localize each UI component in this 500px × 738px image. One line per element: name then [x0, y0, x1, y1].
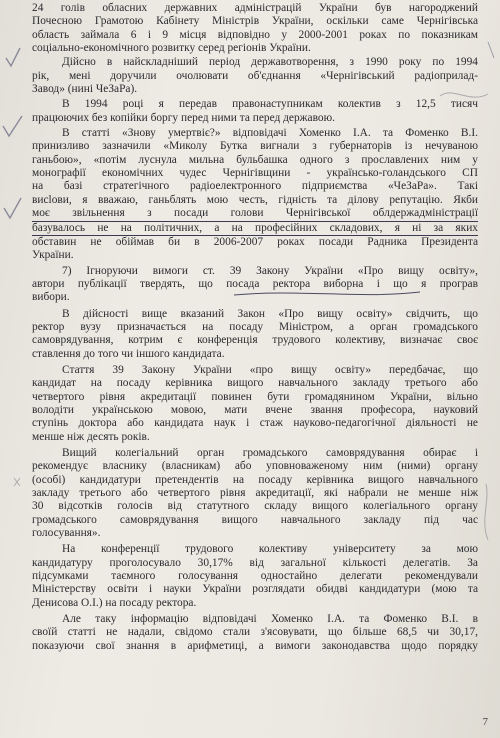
text-line: Але таку інформацію відповідачі Хоменко І.А. та Фоменко В.І. в: [62, 613, 478, 626]
text-line: ректор вузу призначається на посаду Міністром, а орган громадського: [32, 320, 478, 333]
text-line: Дійсно в найскладніший період державотворення, з 1990 року по 1994: [62, 56, 478, 69]
document-body: [32, 2, 478, 654]
text-line: Міністерству освіти і науки України розглядати обидві кандидатури (мою та: [32, 583, 478, 596]
text-line: рекомендує власнику (власникам) або уповноваженому ним (ними) органу: [32, 460, 478, 473]
text-line: кандидат на посаду керівника вищого навчального закладу третього або: [32, 377, 478, 390]
paragraph: [32, 447, 478, 540]
pencil-stroke: [485, 484, 488, 540]
text-line underlined: працюючих без копійки боргу перед ними та перед державою.: [32, 111, 335, 124]
text-line: громадського самоврядування вищого навчального закладу під час: [32, 513, 478, 526]
text-line: (особі) кандидатури претендентів на посаду керівника вищого навчального: [32, 473, 478, 486]
text-line: Вищий колегіальний орган громадського самоврядування обирає і: [62, 447, 478, 459]
text-line: ставлення до того чи іншого кандидата.: [32, 347, 225, 360]
paragraph: [32, 265, 478, 305]
text-line: своїй статті не надали, свідомо стали з'ясовувати, що більше 68,5 чи 30,17,: [32, 626, 478, 639]
text-line: показуючи свої знання в арифметиці, а вимоги законодавства щодо порядку: [32, 639, 478, 652]
text-line: голосування».: [32, 527, 101, 540]
text-line: 7) Ігноруючи вимоги ст. 39 Закону України «Про вищу освіту»,: [62, 264, 478, 277]
paragraph: [32, 613, 478, 653]
text-line: менше ніж десять років.: [32, 430, 150, 443]
text-line: закладу третього або четвертого рівня акредитації, які набрали не менше ніж: [32, 487, 478, 500]
text-line: висlови, я вважаю, ганьблять мою честь, гідність та ділову репутацію. Якби: [32, 193, 478, 206]
paragraph: [32, 2, 478, 55]
checkmark-icon: [3, 116, 22, 136]
text-line: Стаття 39 Закону України «про вищу освіту» передбачає, що: [62, 363, 478, 376]
paragraph: [32, 127, 478, 262]
paragraph: [32, 364, 478, 444]
text-line: 24 голів обласних державних адміністрацій України був нагороджений: [32, 2, 478, 14]
text-line: На конференції трудового колективу університету за мою: [62, 543, 478, 556]
paragraph: [32, 98, 478, 125]
text-line: монографії економічних чудес Чернігівщини - українсько-голандського СП: [32, 167, 478, 180]
text-line: підсумками таємного голосування одностайно делегати рекомендували: [32, 570, 478, 583]
text-line: рік, мені доручили очолювати об'єднання «Чернігівський радіоприлад-: [32, 69, 478, 82]
text-line: Завод» (нині ЧеЗаРа).: [32, 83, 138, 96]
text-line: 30 відсотків голосів від статутного складу вищого колегіального органу: [32, 500, 478, 513]
text-line: принизливо зазначили «Миколу Бутка вигнали з губернаторів із нечуваною: [32, 140, 478, 153]
text-line: автори публікації твердять, що посада ректора виборна і що я програв: [32, 277, 478, 290]
text-line: самоврядування, котрим є конференція трудового колективу, визначає своє: [32, 334, 478, 347]
paragraph: [32, 56, 478, 96]
text-line: В 1994 році я передав правонаступникам колектив з 12,5 тисяч: [62, 98, 478, 111]
paragraph: [32, 308, 478, 361]
text-line: область займала 6 і 9 місця відповідно у 2000-2001 роках по показникам: [32, 28, 478, 41]
text-line: базувалось не на політичних, а на професійних складових, я ні за яких: [32, 222, 478, 236]
text-line: кандидатуру проголосувало 30,17% від загальної кількості делегатів. За: [32, 556, 478, 569]
text-line: володіти українською мовою, мати вчене звання професора, науковий: [32, 403, 478, 416]
text-line: ступінь доктора або кандидата наук і стаж науково-педагогічної діяльності не: [32, 417, 478, 430]
text-line: соціально-економічного розвитку серед регіонів України.: [32, 42, 311, 55]
text-line: В статті «Знову умертвіє?» відповідачі Хоменко І.А. та Фоменко В.І.: [62, 127, 478, 140]
text-line: обставин не обіймав би в 2006-2007 роках посади Радника Президента: [32, 235, 478, 248]
text-line: моє звільнення з посади голови Чернігівської облдержадміністрації: [32, 207, 478, 221]
text-line: на базі стратегічного радіоелектронного підприємства «ЧеЗаРа». Такі: [32, 180, 478, 193]
text-line: В дійсності вище вказаний Закон «Про вищу освіту» свідчить, що: [62, 307, 478, 320]
text-line: вибори.: [32, 291, 70, 304]
text-line: Денисова О.І.) на посаду ректора.: [32, 596, 197, 609]
pencil-stroke: [488, 42, 494, 58]
checkmark-icon: [4, 198, 21, 218]
text-line: ганьбою», «потім луснула мильна бульбашка одного з прославлених ним у: [32, 153, 478, 166]
page-number: 7: [482, 716, 488, 728]
text-line: четвертого рівня акредитації повинен бути громадянином України, вільно: [32, 390, 478, 403]
checkmark-icon: [6, 48, 20, 66]
text-line: України.: [32, 249, 74, 262]
paragraph: [32, 543, 478, 610]
text-line: Почесною Грамотою Кабінету Міністрів України, оскільки саме Чернігівська: [32, 15, 478, 28]
margin-mark: [14, 478, 20, 486]
